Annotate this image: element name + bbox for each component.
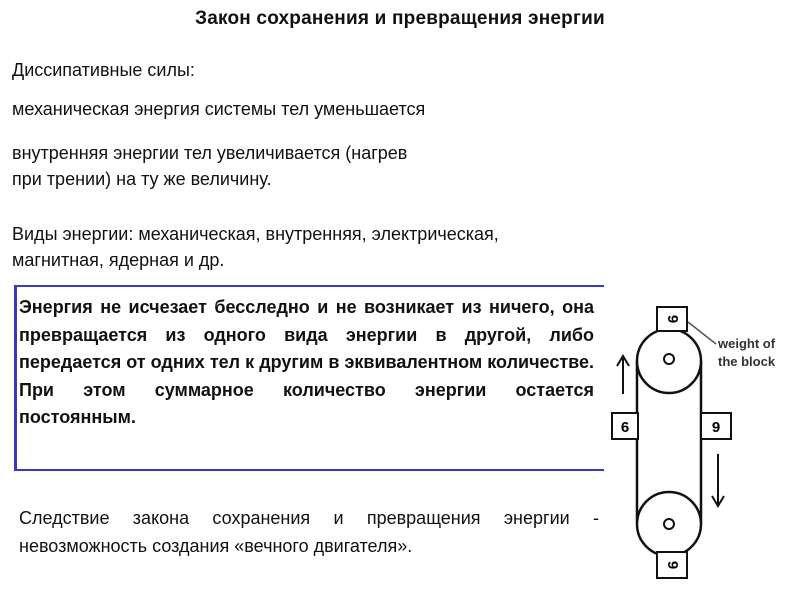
top-pulley-axle (664, 354, 674, 364)
law-statement-text: Энергия не исчезает бесследно и не возникает из ничего, она превращается из одного вида энергии в другой, либо передается от одних тел к другим в эквивалентном количестве. При этом суммарное количество энергии остается постоянным. (19, 297, 594, 427)
bottom-block (657, 552, 687, 578)
right-block-label: 9 (711, 419, 721, 436)
internal-energy-increase-line1: внутренняя энергии тел увеличивается (нагрев (12, 143, 408, 163)
corollary-text: Следствие закона сохранения и превращения энергии - невозможность создания «вечного двигателя». (19, 508, 599, 556)
top-block (657, 307, 687, 331)
up-arrow-icon (617, 356, 629, 394)
slide-title: Закон сохранения и превращения энергии (195, 8, 605, 29)
energy-types-line2: магнитная, ядерная и др. (12, 250, 225, 270)
mech-energy-decrease-text: механическая энергия системы тел уменьшается (12, 99, 426, 119)
right-block (701, 413, 731, 439)
weight-label-line1: weight of (718, 336, 776, 351)
weight-label-line2: the block (718, 354, 776, 369)
dissipative-heading: Диссипативные силы: (12, 60, 195, 80)
left-block (612, 413, 638, 439)
perpetual-motion-diagram (604, 296, 800, 586)
down-arrow-icon (712, 454, 724, 506)
top-block-label: 9 (664, 314, 682, 324)
internal-energy-increase-line2: при трении) на ту же величину. (12, 169, 272, 189)
bottom-pulley-axle (664, 519, 674, 529)
bottom-block-label: 9 (664, 560, 682, 570)
energy-types-line1: Виды энергии: механическая, внутренняя, электрическая, (12, 224, 499, 244)
left-block-label: 6 (620, 419, 630, 436)
